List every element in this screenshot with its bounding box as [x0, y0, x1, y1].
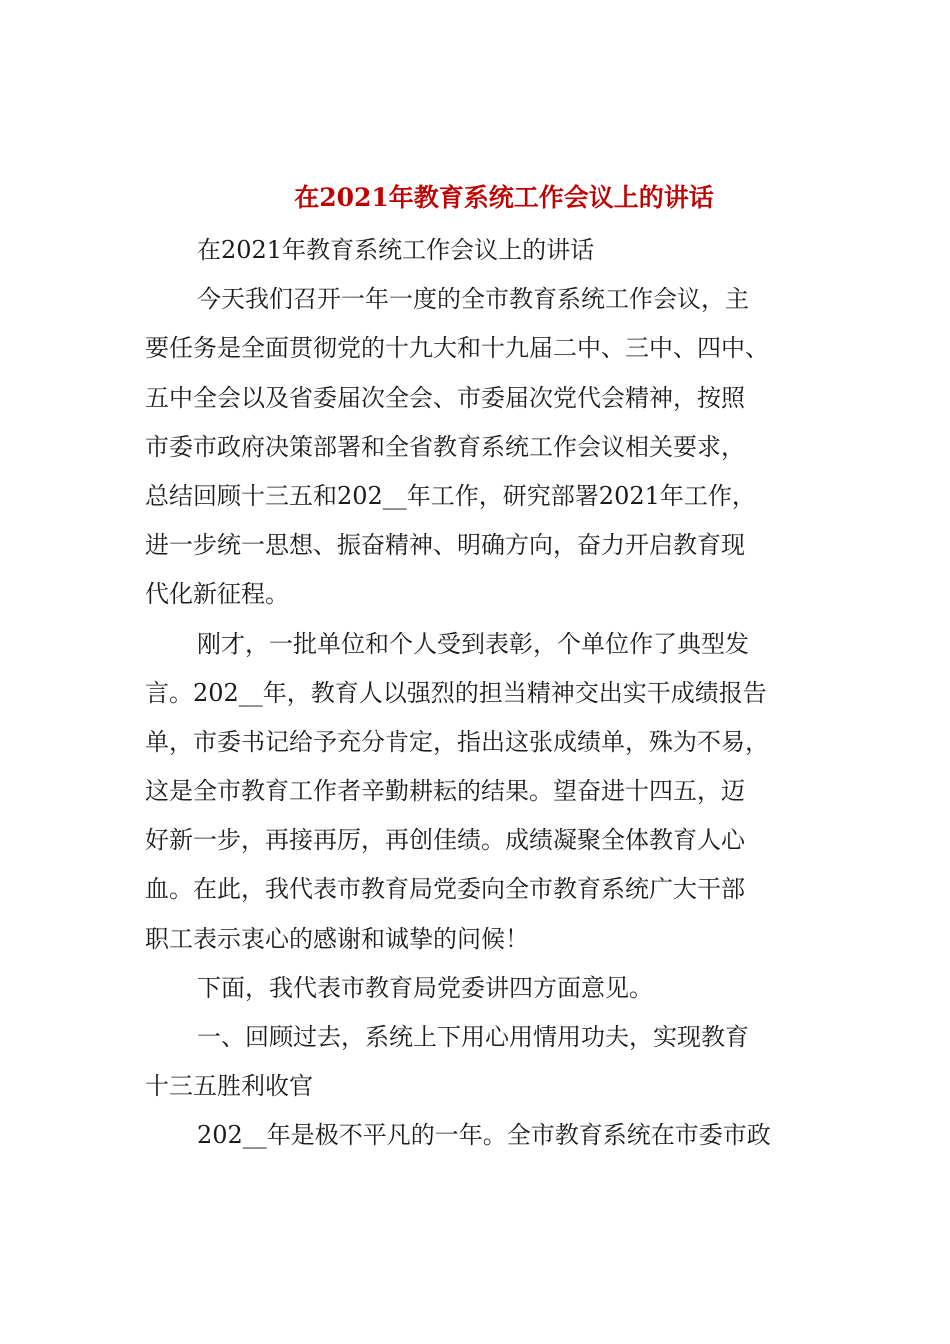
text-line: 刚才，一批单位和个人受到表彰，个单位作了典型发	[197, 629, 749, 658]
text-line: 下面，我代表市教育局党委讲四方面意见。	[197, 973, 653, 1002]
text-line: 代化新征程。	[145, 580, 289, 609]
text-line: 血。在此，我代表市教育局党委向全市教育系统广大干部	[145, 875, 745, 904]
text-line: 市委市政府决策部署和全省教育系统工作会议相关要求，	[145, 432, 745, 461]
text-line: 单，市委书记给予充分肯定，指出这张成绩单，殊为不易，	[145, 727, 769, 756]
text-line: 要任务是全面贯彻党的十九大和十九届二中、三中、四中、	[145, 334, 769, 363]
text-line: 好新一步，再接再厉，再创佳绩。成绩凝聚全体教育人心	[145, 826, 745, 855]
text-line: 五中全会以及省委届次全会、市委届次党代会精神，按照	[145, 383, 745, 412]
text-line: 202__年是极不平凡的一年。全市教育系统在市委市政	[197, 1121, 771, 1150]
text-line: 职工表示衷心的感谢和诚挚的问候！	[145, 924, 529, 953]
text-line: 一、回顾过去，系统上下用心用情用功夫，实现教育	[197, 1023, 749, 1051]
text-line: 在2021年教育系统工作会议上的讲话	[197, 236, 595, 264]
text-line: 总结回顾十三五和202__年工作，研究部署2021年工作，	[145, 481, 756, 510]
text-line: 今天我们召开一年一度的全市教育系统工作会议，主	[197, 285, 749, 314]
text-line: 言。202__年，教育人以强烈的担当精神交出实干成绩报告	[145, 678, 767, 707]
text-line: 十三五胜利收官	[145, 1072, 313, 1101]
text-line: 这是全市教育工作者辛勤耕耘的结果。望奋进十四五，迈	[145, 777, 745, 806]
text-line: 进一步统一思想、振奋精神、明确方向，奋力开启教育现	[145, 531, 745, 560]
document-body	[145, 226, 795, 1161]
document-title: 在2021年教育系统工作会议上的讲话	[294, 183, 714, 212]
